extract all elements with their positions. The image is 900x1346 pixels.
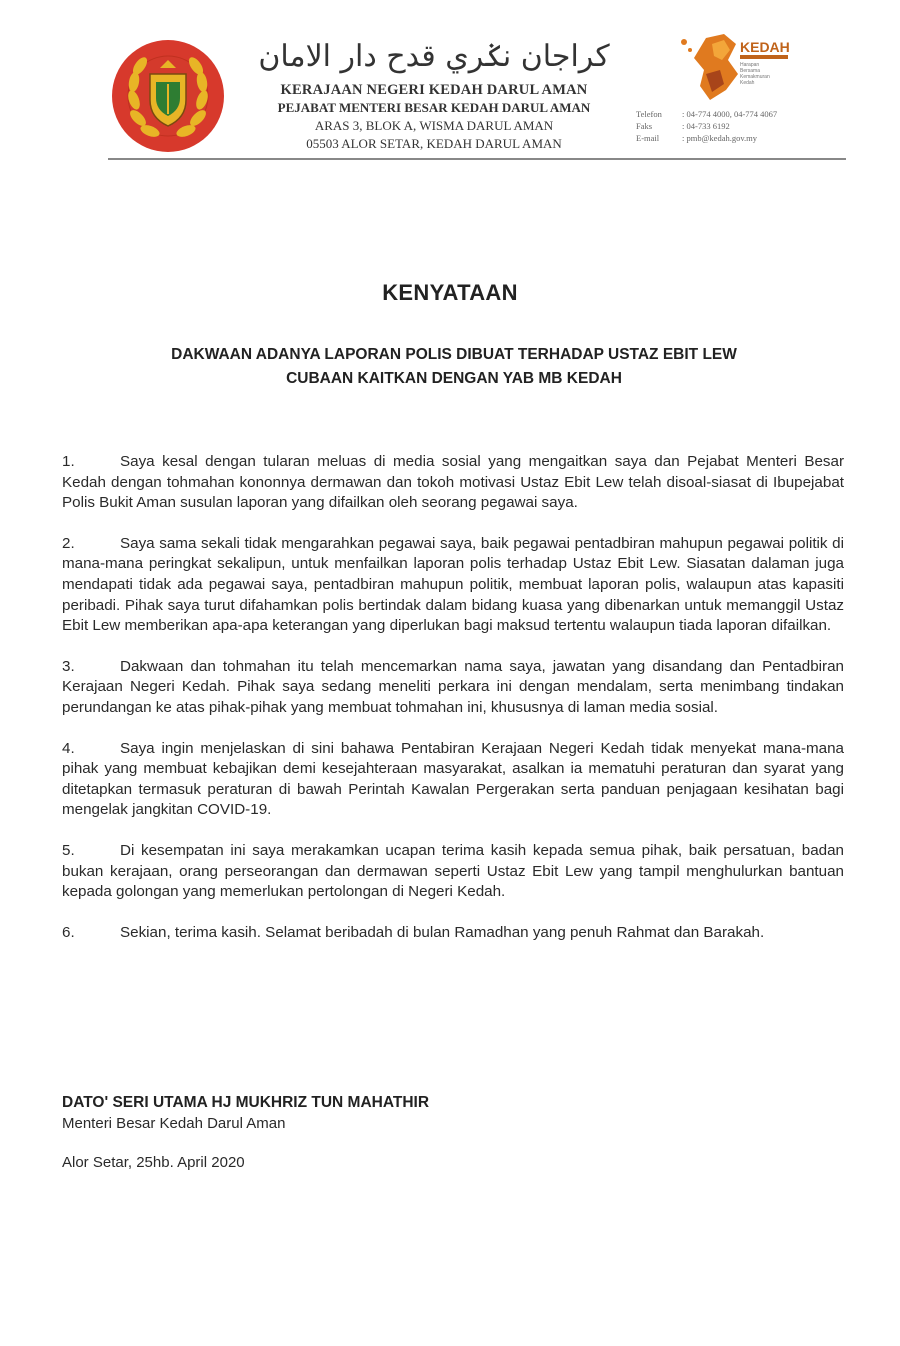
- letterhead-divider: [108, 158, 846, 160]
- paragraph-text: Di kesempatan ini saya merakamkan ucapan terima kasih kepada semua pihak, baik persatuan, badan bukan kerajaan, orang perseorangan dan dermawan seperti Ustaz Ebit Lew yang tampil menghulurkan bantuan kepada golongan yang memerlukan pertolongan di Negeri Kedah.: [62, 841, 844, 901]
- paragraph-4: [62, 739, 844, 821]
- paragraph-3: [62, 657, 844, 719]
- paragraph-6: [62, 923, 844, 944]
- letterhead-address-line-1: ARAS 3, BLOK A, WISMA DARUL AMAN: [314, 118, 554, 133]
- place-and-date: Alor Setar, 25hb. April 2020: [62, 1154, 245, 1171]
- document-subtitle-line-1: DAKWAAN ADANYA LAPORAN POLIS DIBUAT TERHADAP USTAZ EBIT LEW: [171, 346, 737, 363]
- contact-row-fax: Faks : 04-733 6192: [636, 121, 730, 131]
- statement-body: [62, 452, 844, 963]
- svg-text:Kedah: Kedah: [740, 80, 755, 86]
- paragraph-1: [62, 452, 844, 514]
- signatory-name: DATO' SERI UTAMA HJ MUKHRIZ TUN MAHATHIR: [62, 1094, 430, 1111]
- paragraph-number: 4.: [62, 739, 75, 757]
- paragraph-number: 3.: [62, 657, 75, 675]
- paragraph-number: 5.: [62, 841, 75, 859]
- svg-text:Harapan: Harapan: [740, 62, 760, 68]
- paragraph-2: [62, 534, 844, 637]
- signatory-position: Menteri Besar Kedah Darul Aman: [62, 1115, 286, 1132]
- contact-row-email: E-mail : pmb@kedah.gov.my: [636, 133, 758, 143]
- letterhead-address-line-2: 05503 ALOR SETAR, KEDAH DARUL AMAN: [306, 136, 562, 151]
- paragraph-text: Saya sama sekali tidak mengarahkan pegawai saya, baik pegawai pentadbiran mahupun pegawai politik di mana-mana peringkat sekalipun, untuk menfailkan laporan polis terhadap Ustaz Ebit Lew. Siasatan dalaman juga mendapati tidak ada pegawai saya, pentadbiran mahupun politik, membuat laporan polis, walaupun atas kapasiti peribadi. Pihak saya turut difahamkan polis bertindak dalam bidang kuasa yang dibenarkan untuk memanggil Ustaz Ebit Lew memberikan apa-apa keterangan yang diperlukan bagi maksud tertentu walaupun tiada laporan difailkan.: [62, 534, 844, 635]
- document-subtitle-line-2: CUBAAN KAITKAN DENGAN YAB MB KEDAH: [286, 370, 622, 387]
- document-title: KENYATAAN: [382, 280, 518, 305]
- paragraph-text: Saya kesal dengan tularan meluas di media sosial yang mengaitkan saya dan Pejabat Menteri Besar Kedah dengan tohmahan kononnya dermawan dan tokoh motivasi Ustaz Ebit Lew telah disoal-siasat di Ibupejabat Polis Bukit Aman susulan laporan yang difailkan oleh seorang pegawai saya.: [62, 453, 844, 512]
- letterhead-jawi-script: كراجان نݢري قدح دار الامان: [258, 39, 610, 74]
- paragraph-5: [62, 841, 844, 903]
- letterhead-contact-block: [636, 108, 856, 144]
- paragraph-text: Saya ingin menjelaskan di sini bahawa Pentabiran Kerajaan Negeri Kedah tidak menyekat mana-mana pihak yang membuat kebajikan demi kesejahteraan masyarakat, asalkan ia mematuhi peraturan dan syarat yang ditetapkan termasuk peraturan di bawah Perintah Kawalan Pergerakan serta panduan penjagaan kesihatan bagi mengelak jangkitan COVID-19.: [62, 739, 844, 819]
- letterhead-office-name: PEJABAT MENTERI BESAR KEDAH DARUL AMAN: [277, 100, 591, 115]
- kedah-logo-icon: [666, 30, 806, 108]
- paragraph-text: Dakwaan dan tohmahan itu telah mencemarkan nama saya, jawatan yang disandang dan Pentadbiran Kerajaan Negeri Kedah. Pihak saya sedang meneliti perkara ini dengan mendalam, serta menimbang tindakan perundangan ke atas pihak-pihak yang membuat tohmahan ini, khususnya di laman media sosial.: [62, 657, 844, 716]
- paragraph-number: 6.: [62, 923, 75, 941]
- kedah-state-crest-icon: [110, 38, 226, 154]
- paragraph-number: 2.: [62, 534, 75, 552]
- paragraph-number: 1.: [62, 453, 75, 470]
- contact-row-phone: Telefon : 04-774 4000, 04-774 4067: [636, 109, 778, 119]
- svg-text:Kemakmuran: Kemakmuran: [740, 74, 770, 80]
- letterhead-government-name: KERAJAAN NEGERI KEDAH DARUL AMAN: [280, 82, 588, 98]
- paragraph-text: Sekian, terima kasih. Selamat beribadah di bulan Ramadhan yang penuh Rahmat dan Barakah.: [120, 923, 765, 941]
- svg-text:Bersama: Bersama: [740, 68, 761, 74]
- kedah-logo-wordmark: KEDAH: [740, 39, 790, 55]
